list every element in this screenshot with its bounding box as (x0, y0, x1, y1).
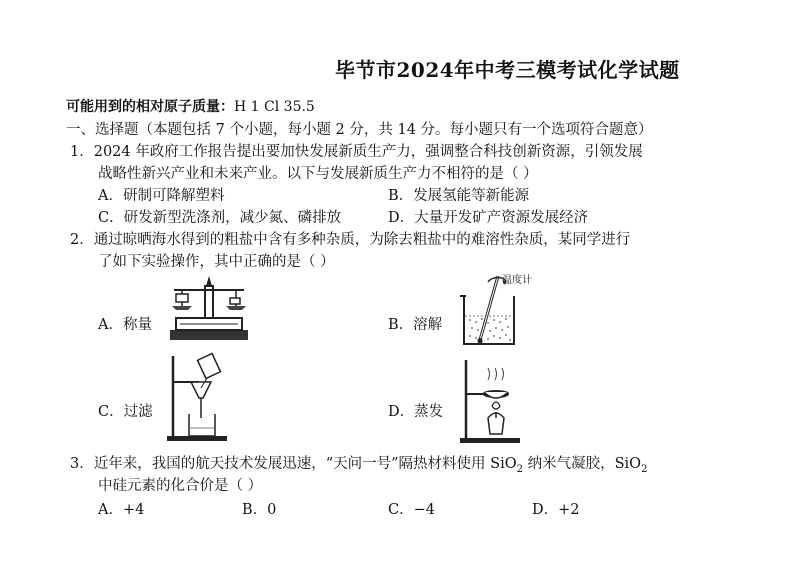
q2-option-b: B．溶解 (388, 317, 443, 333)
q2-option-d: D．蒸发 (388, 404, 444, 420)
atomic-mass-values: H 1 Cl 35.5 (234, 99, 315, 115)
q3-stem-line2: 中硅元素的化合价是（ ） (98, 478, 263, 494)
q1-option-c: C．研发新型洗涤剂，减少氮、磷排放 (98, 210, 342, 226)
evaporation-figure (458, 356, 528, 444)
q1-stem-line2: 战略性新兴产业和未来产业。以下与发展新质生产力不相符的是（ ） (98, 166, 538, 182)
q2-option-c: C．过滤 (98, 404, 153, 420)
filtration-figure (165, 352, 235, 442)
q3-stem-part2: 纳米气凝胶，SiO (523, 456, 642, 472)
q3-option-a: A．+4 (98, 502, 145, 518)
q3-stem-line1 (70, 452, 647, 475)
q1-stem-line1: 1．2024 年政府工作报告提出要加快发展新质生产力，强调整合科技创新资源，引领发展 (70, 144, 643, 160)
q3-subscript-1: 2 (516, 463, 523, 475)
atomic-mass-label: 可能用到的相对原子质量： (66, 99, 234, 115)
atomic-mass-line (66, 96, 315, 116)
q1-option-d: D．大量开发矿产资源发展经济 (388, 210, 589, 226)
q2-stem-line1: 2．通过晾晒海水得到的粗盐中含有多种杂质，为除去粗盐中的难溶性杂质，某同学进行 (70, 232, 631, 248)
q3-subscript-2: 2 (641, 463, 648, 475)
thermometer-label: 温度计 (502, 275, 532, 286)
q3-option-b: B．0 (242, 502, 277, 518)
q3-option-d: D．+2 (532, 502, 580, 518)
q3-stem-part1: 3．近年来，我国的航天技术发展迅速，“天问一号”隔热材料使用 SiO (70, 456, 517, 472)
q1-option-a: A．研制可降解塑料 (98, 188, 225, 204)
q1-option-b: B．发展氢能等新能源 (388, 188, 530, 204)
page-title: 毕节市2024年中考三模考试化学试题 (335, 58, 680, 82)
q2-stem-line2: 了如下实验操作，其中正确的是（ ） (98, 254, 335, 270)
balance-scale-figure (168, 272, 250, 342)
q2-option-a: A．称量 (98, 317, 152, 333)
section-heading: 一、选择题（本题包括 7 个小题，每小题 2 分，共 14 分。每小题只有一个选项符合题意） (66, 122, 653, 138)
q3-option-c: C．−4 (388, 502, 435, 518)
